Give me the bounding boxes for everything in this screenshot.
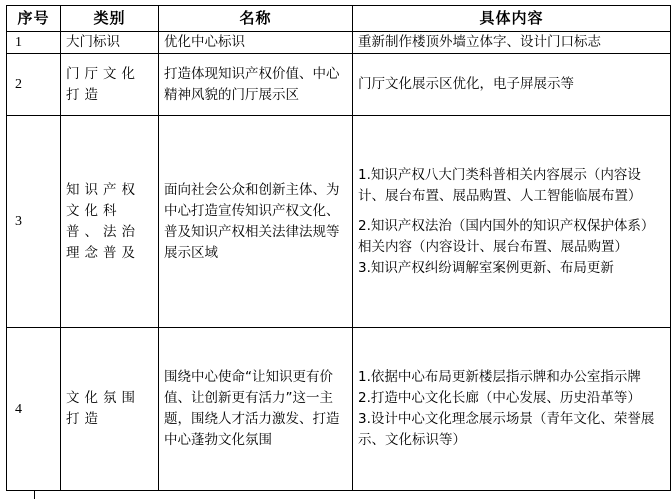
detail-line: 3.设计中心文化理念展示场景（青年文化、荣誉展示、文化标识等） bbox=[358, 411, 655, 448]
row-category: 文化氛围打造 bbox=[61, 328, 159, 491]
row-name: 面向社会公众和创新主体、为中心打造宣传知识产权文化、普及知识产权相关法律法规等展示区域 bbox=[159, 116, 353, 328]
table-header-row bbox=[7, 6, 671, 32]
row-detail bbox=[353, 32, 671, 54]
detail-line: 3.知识产权纠纷调解室案例更新、布局更新 bbox=[358, 259, 614, 276]
row-num: 4 bbox=[7, 328, 61, 491]
row-detail bbox=[353, 116, 671, 328]
table-row bbox=[7, 32, 671, 54]
detail-line: 重新制作楼顶外墙立体字、设计门口标志 bbox=[358, 34, 601, 50]
detail-line: 2.打造中心文化长廊（中心发展、历史沿革等） bbox=[358, 390, 641, 406]
row-num: 2 bbox=[7, 54, 61, 116]
row-num: 1 bbox=[7, 32, 61, 54]
row-name: 优化中心标识 bbox=[159, 32, 353, 54]
header-category: 类别 bbox=[61, 6, 159, 32]
row-category: 大门标识 bbox=[61, 32, 159, 54]
row-category: 门厅文化打造 bbox=[61, 54, 159, 116]
detail-line: 2.知识产权法治（国内国外的知识产权保护体系）相关内容（内容设计、展台布置、展品购置） bbox=[358, 217, 655, 255]
text-cursor-mark bbox=[34, 491, 35, 499]
detail-line: 1.依据中心布局更新楼层指示牌和办公室指示牌 bbox=[358, 369, 641, 385]
detail-line: 门厅文化展示区优化，电子屏展示等 bbox=[358, 76, 574, 92]
row-name: 围绕中心使命“让知识更有价值、让创新更有活力”这一主题，围绕人才活力激发、打造中心蓬勃文化氛围 bbox=[159, 328, 353, 491]
table-row bbox=[7, 116, 671, 328]
row-category: 知识产权文化科普、法治理念普及 bbox=[61, 116, 159, 328]
header-name: 名称 bbox=[159, 6, 353, 32]
row-num: 3 bbox=[7, 116, 61, 328]
detail-line: 1.知识产权八大门类科普相关内容展示（内容设计、展台布置、展品购置、人工智能临展布置） bbox=[358, 166, 642, 204]
row-name: 打造体现知识产权价值、中心精神风貌的门厅展示区 bbox=[159, 54, 353, 116]
header-detail: 具体内容 bbox=[353, 6, 671, 32]
row-detail bbox=[353, 54, 671, 116]
row-detail bbox=[353, 328, 671, 491]
content-plan-table bbox=[6, 5, 671, 491]
table-row bbox=[7, 328, 671, 491]
table-row bbox=[7, 54, 671, 116]
header-num: 序号 bbox=[7, 6, 61, 32]
